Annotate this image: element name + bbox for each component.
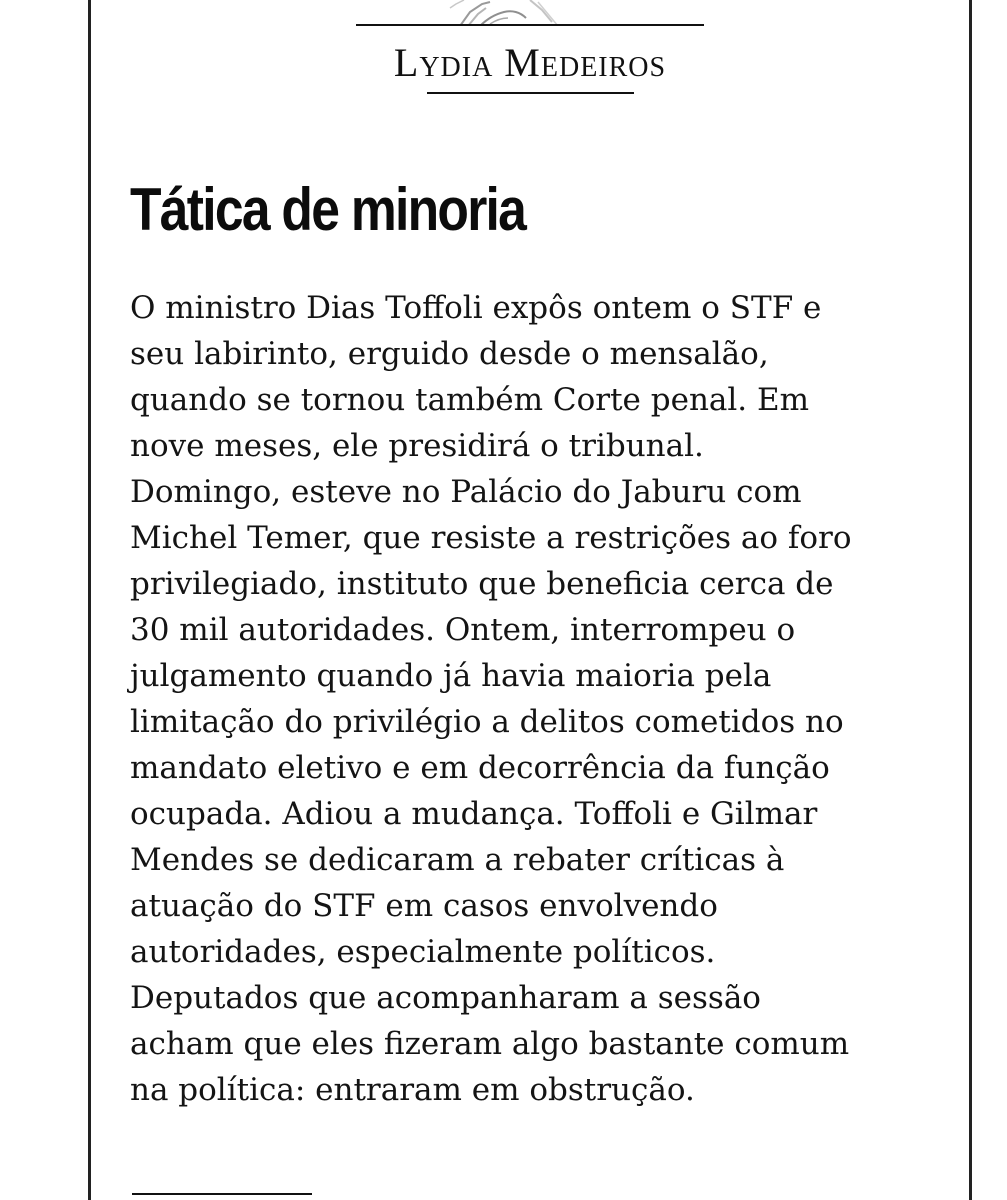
body-line: Deputados que acompanharam a sessão	[130, 980, 761, 1016]
body-line: atuação do STF em casos envolvendo	[130, 888, 718, 924]
body-line: privilegiado, instituto que beneficia cerca de	[130, 566, 834, 602]
body-line: Domingo, esteve no Palácio do Jaburu com	[130, 474, 802, 510]
author-portrait-sketch	[430, 0, 590, 26]
body-line: nove meses, ele presidirá o tribunal.	[130, 428, 704, 464]
body-line: limitação do privilégio a delitos cometidos no	[130, 704, 844, 740]
body-line: seu labirinto, erguido desde o mensalão,	[130, 336, 769, 372]
body-line: Michel Temer, que resiste a restrições ao foro	[130, 520, 852, 556]
body-line: acham que eles fizeram algo bastante comum	[130, 1026, 850, 1062]
body-line: quando se tornou também Corte penal. Em	[130, 382, 810, 418]
body-line: 30 mil autoridades. Ontem, interrompeu o	[130, 612, 796, 648]
column-end-rule	[132, 1193, 312, 1195]
body-line: autoridades, especialmente políticos.	[130, 934, 716, 970]
body-line: julgamento quando já havia maioria pela	[130, 658, 772, 694]
article-body	[130, 285, 960, 1113]
author-byline: Lydia Medeiros	[393, 40, 667, 85]
byline-rule-bottom	[427, 92, 634, 94]
column-border-left	[88, 0, 91, 1200]
body-line: O ministro Dias Toffoli expôs ontem o STF e	[130, 290, 822, 326]
article-headline: Tática de minoria	[130, 176, 526, 243]
column-border-right	[969, 0, 972, 1200]
body-line: na política: entraram em obstrução.	[130, 1072, 695, 1108]
body-line: Mendes se dedicaram a rebater críticas à	[130, 842, 785, 878]
body-line: mandato eletivo e em decorrência da função	[130, 750, 830, 786]
byline-rule-top	[356, 24, 704, 26]
body-line: ocupada. Adiou a mudança. Toffoli e Gilmar	[130, 796, 818, 832]
